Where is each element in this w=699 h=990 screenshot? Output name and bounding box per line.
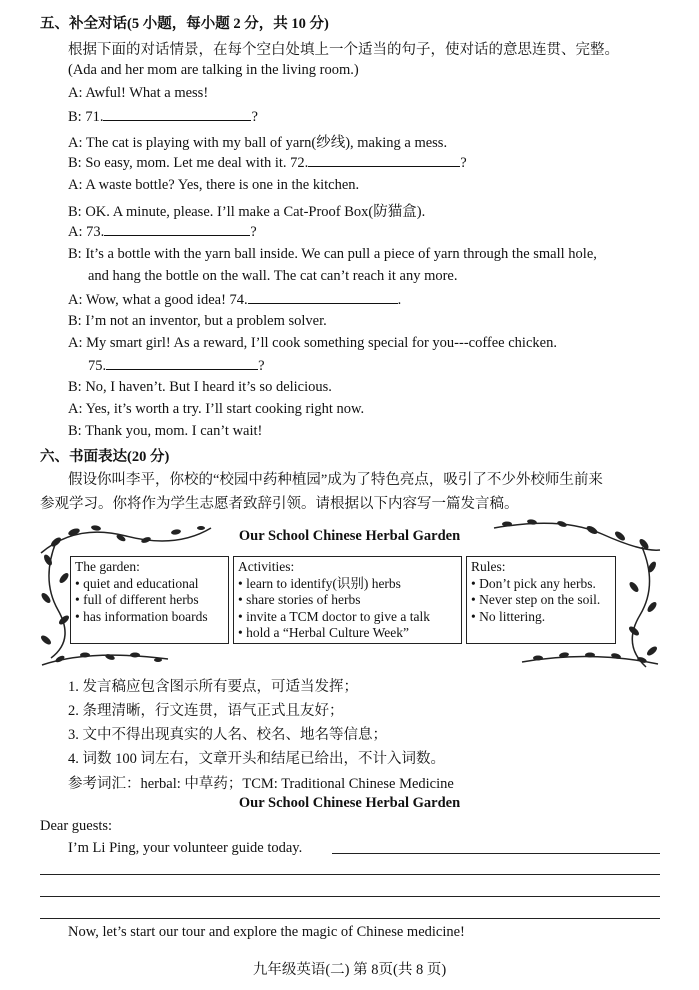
writing-line[interactable]: [40, 874, 660, 875]
requirement-item: 3. 文中不得出现真实的人名、校名、地名等信息；: [68, 727, 387, 743]
rules-heading: Rules:: [471, 559, 506, 574]
dialogue-line: B: 71. ?: [68, 109, 258, 125]
dialogue-line: B: Thank you, mom. I can’t wait!: [68, 423, 263, 439]
activities-item: • share stories of herbs: [238, 592, 361, 607]
answer-blank-73[interactable]: [104, 223, 250, 236]
dialogue-line: A: 73. ?: [68, 224, 257, 240]
rules-item: • Never step on the soil.: [471, 592, 601, 607]
section5-instruction: 根据下面的对话情景，在每个空白处填上一个适当的句子，使对话的意思连贯、完整。: [68, 42, 619, 58]
garden-item: • quiet and educational: [75, 575, 199, 591]
answer-blank-72[interactable]: [308, 154, 460, 167]
garden-item: • has information boards: [75, 608, 208, 624]
activities-box: [233, 556, 462, 644]
dialogue-setting: (Ada and her mom are talking in the living room.): [68, 62, 359, 78]
dialogue-line: A: Awful! What a mess!: [68, 85, 209, 101]
vine-decoration-bottom-right-icon: [520, 646, 660, 670]
dialogue-line: B: No, I haven’t. But I heard it’s so delicious.: [68, 379, 332, 395]
writing-line[interactable]: [40, 918, 660, 919]
dialogue-line: A: Yes, it’s worth a try. I’ll start cooking right now.: [68, 401, 365, 417]
page-footer: 九年级英语(二) 第 8页(共 8 页): [252, 962, 447, 978]
section6-prompt: 假设你叫李平，你校的“校园中药种植园”成为了特色亮点，吸引了不少外校师生前来: [68, 472, 603, 488]
answer-blank-75[interactable]: [106, 357, 258, 370]
essay-closing: Now, let’s start our tour and explore the magic of Chinese medicine!: [68, 924, 465, 940]
garden-item: • full of different herbs: [75, 592, 199, 607]
vine-decoration-bottom-left-icon: [40, 645, 170, 671]
essay-opening: I’m Li Ping, your volunteer guide today.: [68, 840, 303, 856]
writing-line[interactable]: [40, 896, 660, 897]
dialogue-line: B: OK. A minute, please. I’ll make a Cat-Proof Box(防猫盒).: [68, 204, 426, 220]
activities-item: • invite a TCM doctor to give a talk: [238, 608, 430, 624]
garden-box: [70, 556, 229, 644]
rules-item: • Don’t pick any herbs.: [471, 575, 596, 591]
activities-item: • learn to identify(识别) herbs: [238, 575, 401, 591]
requirement-item: 1. 发言稿应包含图示所有要点，可适当发挥；: [68, 679, 358, 695]
section6-prompt: 参观学习。你将作为学生志愿者致辞引领。请根据以下内容写一篇发言稿。: [40, 496, 519, 512]
vocab-hint: 参考词汇：herbal: 中草药；TCM: Traditional Chinese Medicine: [68, 776, 454, 792]
section5-title: 五、补全对话(5 小题，每小题 2 分，共 10 分): [40, 16, 329, 32]
dialogue-line: B: It’s a bottle with the yarn ball inside. We can pull a piece of yarn through the small hole,: [68, 246, 597, 262]
answer-blank-74[interactable]: [248, 291, 398, 304]
activities-item: • hold a “Herbal Culture Week”: [238, 625, 409, 640]
dialogue-line: A: Wow, what a good idea! 74. .: [68, 292, 402, 308]
dialogue-line: B: So easy, mom. Let me deal with it. 72. ?: [68, 155, 467, 171]
activities-heading: Activities:: [238, 559, 295, 574]
rules-box: [466, 556, 616, 644]
essay-greeting: Dear guests:: [40, 818, 113, 834]
card-title: Our School Chinese Herbal Garden: [238, 528, 461, 544]
requirement-item: 2. 条理清晰，行文连贯，语气正式且友好；: [68, 703, 344, 719]
dialogue-line: and hang the bottle on the wall. The cat can’t reach it any more.: [88, 268, 458, 284]
rules-item: • No littering.: [471, 608, 546, 624]
garden-heading: The garden:: [75, 559, 140, 574]
dialogue-line: B: I’m not an inventor, but a problem solver.: [68, 313, 327, 329]
answer-blank-71[interactable]: [103, 108, 251, 121]
section6-title: 六、书面表达(20 分): [40, 449, 170, 465]
essay-title: Our School Chinese Herbal Garden: [238, 795, 461, 811]
requirement-item: 4. 词数 100 词左右，文章开头和结尾已给出，不计入词数。: [68, 751, 445, 767]
dialogue-line: 75. ?: [88, 358, 265, 374]
info-card: [70, 556, 615, 646]
writing-line[interactable]: [332, 853, 660, 854]
dialogue-line: A: The cat is playing with my ball of yarn(纱线), making a mess.: [68, 135, 448, 151]
dialogue-line: A: My smart girl! As a reward, I’ll cook something special for you---coffee chicken.: [68, 335, 557, 351]
dialogue-line: A: A waste bottle? Yes, there is one in the kitchen.: [68, 177, 360, 193]
